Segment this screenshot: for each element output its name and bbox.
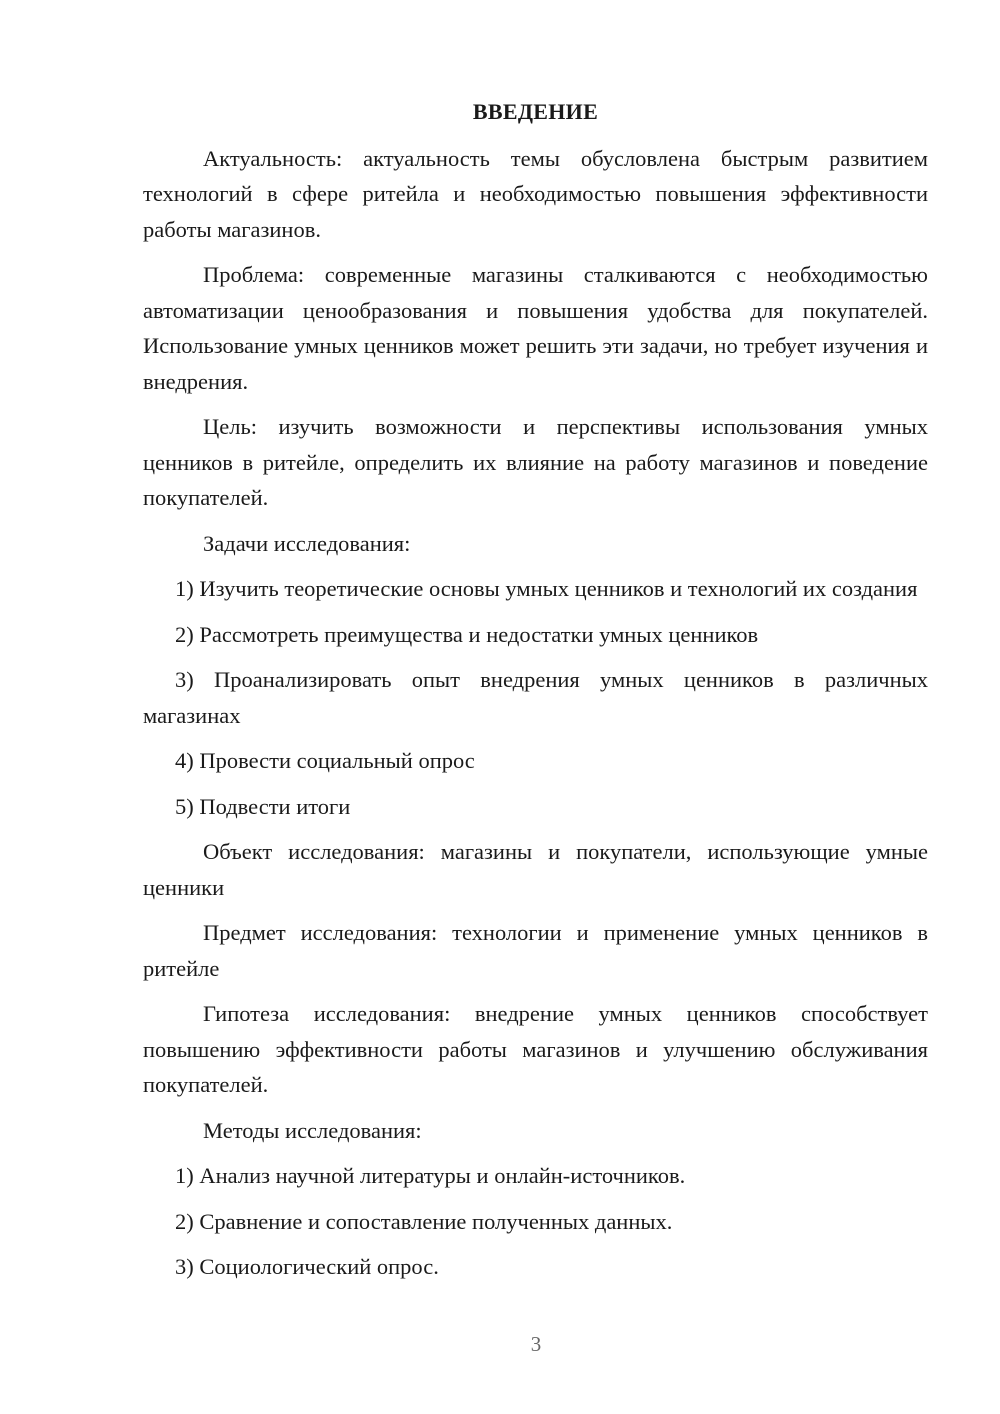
subject-paragraph: Предмет исследования: технологии и применение умных ценников в ритейле bbox=[143, 920, 928, 981]
method-item: 3) Социологический опрос. bbox=[175, 1254, 439, 1279]
task-item: 1) Изучить теоретические основы умных ценников и технологий их создания bbox=[175, 576, 918, 601]
object-paragraph: Объект исследования: магазины и покупатели, использующие умные ценники bbox=[143, 839, 928, 900]
hypothesis-paragraph: Гипотеза исследования: внедрение умных ценников способствует повышению эффективности работы магазинов и улучшению обслуживания покупателей. bbox=[143, 1001, 928, 1097]
method-item: 1) Анализ научной литературы и онлайн-источников. bbox=[175, 1163, 686, 1188]
relevance-paragraph: Актуальность: актуальность темы обусловлена быстрым развитием технологий в сфере ритейла и необходимостью повышения эффективности работы магазинов. bbox=[143, 145, 928, 242]
section-title: ВВЕДЕНИЕ bbox=[472, 99, 599, 124]
task-item: 5) Подвести итоги bbox=[175, 793, 351, 819]
method-item: 2) Сравнение и сопоставление полученных данных. bbox=[175, 1208, 673, 1234]
task-item: 3) Проанализировать опыт внедрения умных ценников в различных магазинах bbox=[143, 667, 928, 728]
goal-paragraph: Цель: изучить возможности и перспективы использования умных ценников в ритейле, определить их влияние на работу магазинов и поведение покупателей. bbox=[143, 414, 928, 510]
task-item: 2) Рассмотреть преимущества и недостатки умных ценников bbox=[175, 621, 759, 647]
page-content bbox=[143, 94, 928, 1295]
methods-heading: Методы исследования: bbox=[203, 1117, 422, 1143]
problem-paragraph: Проблема: современные магазины сталкиваются с необходимостью автоматизации ценообразования и повышения удобства для покупателей. Использование умных ценников может решить эти задачи, но требует изучения и внедрения. bbox=[143, 262, 928, 394]
page-number: 3 bbox=[530, 1332, 542, 1356]
task-item: 4) Провести социальный опрос bbox=[175, 748, 475, 773]
tasks-heading: Задачи исследования: bbox=[203, 530, 411, 556]
